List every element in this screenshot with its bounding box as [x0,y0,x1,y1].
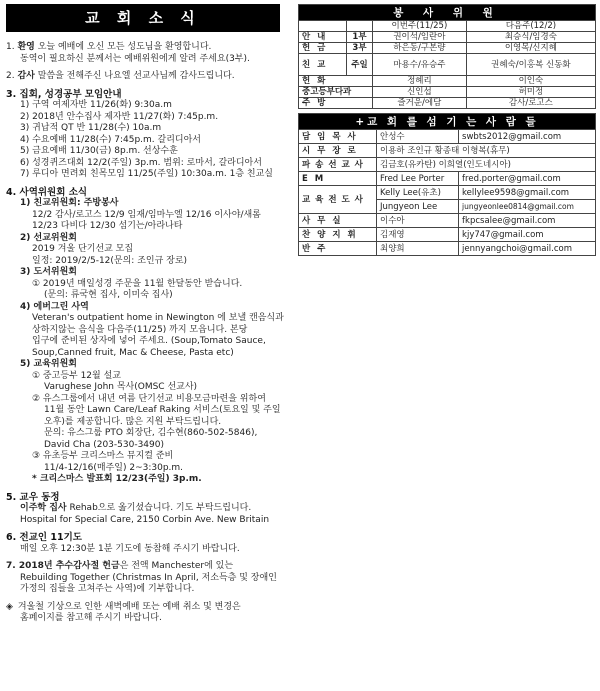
staff-title: +교 회 를 섬 기 는 사 람 들 [299,114,596,130]
table-row: E M Fred Lee Porter fred.porter@gmail.com [299,172,596,186]
table-row: 파 송 선 교 사 김금호(유카탄) 이희열(인도네시아) [299,158,596,172]
news-meetings: 3. 집회, 성경공부 모임안내 1) 구역 여제자반 11/26(화) 9:30a.m 2) 2018년 안수집사 제자반 11/27(화) 7:45p.m. 3) 귀납적 QT 반 11/28(수) 10a.m 4) 수요예배 11/28(수) 7:45p.m. 갈리디아서 5) 금요예배 11/30(금) 8p.m. 선상수훈 6) 성경퀴즈대회 12/2(주일) 3p.m. 범위: 로마서, 갈라디아서 7) 루디아 면려회 친목모임 11/25(주일) 10:30a.m. 1층 친교실 [6,88,273,179]
table-row: 중고등부다과 신인섭 허미정 [299,87,596,98]
staff-table [298,113,596,256]
table-row: 반 주 최양희 jennyangchoi@gmail.com [299,242,596,256]
table-row: 교 육 전 도 사 Kelly Lee(유초) kellylee9598@gmail.com [299,186,596,200]
news-members: 5. 교우 동정 이주학 집사 Rehab으로 옮기셨습니다. 기도 부탁드립니다. Hospital for Special Care, 2150 Corbin Ave. New Britain [6,491,270,525]
news-item-welcome: 1. 환영 오늘 예배에 오신 모든 성도님을 환영합니다. 동역이 필요하신 분께서는 예배위원에게 알려 주세요(3부). [6,42,250,64]
diamond-icon: ◈ [6,601,13,612]
service-title: 봉 사 위 원 [299,5,596,21]
email-link[interactable]: jennyangchoi@gmail.com [459,242,596,256]
table-row: 찬 양 지 휘 김재영 kjy747@gmail.com [299,228,596,242]
news-ministries: 4. 사역위원회 소식 1) 친교위원회: 주방봉사 12/2 감사/로고스 12/9 임재/임마누엘 12/16 이사야/새롬 12/23 다비다 12/30 섬기는/아라나타 2) 선교위원회 2019 겨울 단기선교 모집 일정: 2019/2/5-12(문의: 조인규 장로) 3) 도서위원회 ① 2019년 매일성경 주문을 11월 한달동안 받습니다. (문의: 류국현 집사, 이미숙 집사) 4) 에버그린 사역 Veteran's outpatient home in Newington 에 보낼 캔음식과 상하지않는 음식을 다음주(11/25) 까지 모읍니다. 본당 입구에 준비된 상자에 넣어 주세요. (Soup,Tomato Sauce, Soup,Canned fruit, Mac & Cheese, Pasta etc) 5) 교육위원회 ① 중고등부 12월 설교 Varughese John 목사(OMSC 선교사) ② 유스그룹에서 내년 여름 단기선교 비용모금마련을 위하여 11월 동안 Lawn Care/Leaf Raking 서비스(토요일 및 주일 오후)를 제공합니다. 많은 지원 부탁드립니다. 문의: 유스그룹 PTO 회장단, 김수현(860-502-5846), David Cha (203-530-3490) ③ 유초등부 크리스마스 뮤지컬 준비 11/4-12/16(매주일) 2~3:30p.m. * 크리스마스 발표회 12/23(주일) 3p.m. [6,186,284,484]
table-row: 헌 금 3부 하은동/구본량 이영목/신지혜 [299,43,596,54]
table-row: Jungyeon Lee jungyeonlee0814@gmail.com [299,200,596,214]
table-row: 안 내 1부 권이석/임란아 최승식/임경숙 [299,32,596,43]
news-title: 교 회 소 식 [6,4,280,32]
weather-note: ◈ 겨울철 기상으로 인한 새벽예배 또는 예배 취소 및 변경은 홈페이지를 참고해 주시기 바랍니다. [6,601,241,623]
email-link[interactable]: kellylee9598@gmail.com [459,186,596,200]
table-row: 사 무 실 이수아 fkpcsalee@gmail.com [299,214,596,228]
news-item-thanks: 2. 감사 말씀을 전해주신 나요엘 선교사님께 감사드립니다. [6,71,235,81]
news-column [6,4,290,625]
service-table [298,4,596,109]
email-link[interactable]: jungyeonlee0814@gmail.com [459,200,596,214]
table-row: 담 임 목 사 안성수 swbts2012@gmail.com [299,130,596,144]
email-link[interactable]: swbts2012@gmail.com [459,130,596,144]
news-thanksgiving: 7. 2018년 추수감사절 헌금은 전액 Manchester에 있는 Rebuilding Together (Christmas In April, 저소득층 및 장애인 가정의 집들을 고쳐주는 사역)에 기부합니다. [6,561,277,594]
email-link[interactable]: kjy747@gmail.com [459,228,596,242]
table-row: 친 교 주일 마용수/유승주 권혜숙/이홍복 신동화 [299,54,596,76]
table-row: 이번주(11/25) 다음주(12/2) [299,21,596,32]
email-link[interactable]: fkpcsalee@gmail.com [459,214,596,228]
email-link[interactable]: fred.porter@gmail.com [459,172,596,186]
table-row: 시 무 장 로 이용하 조인규 황종태 이형복(휴무) [299,144,596,158]
table-row: 헌 화 정혜리 이인숙 [299,76,596,87]
table-row: 주 방 즐거운/에담 감사/로고스 [299,98,596,109]
info-column [298,4,596,256]
news-prayer: 6. 전교인 11기도 매일 오후 12:30분 1분 기도에 동참해 주시기 바랍니다. [6,532,240,554]
